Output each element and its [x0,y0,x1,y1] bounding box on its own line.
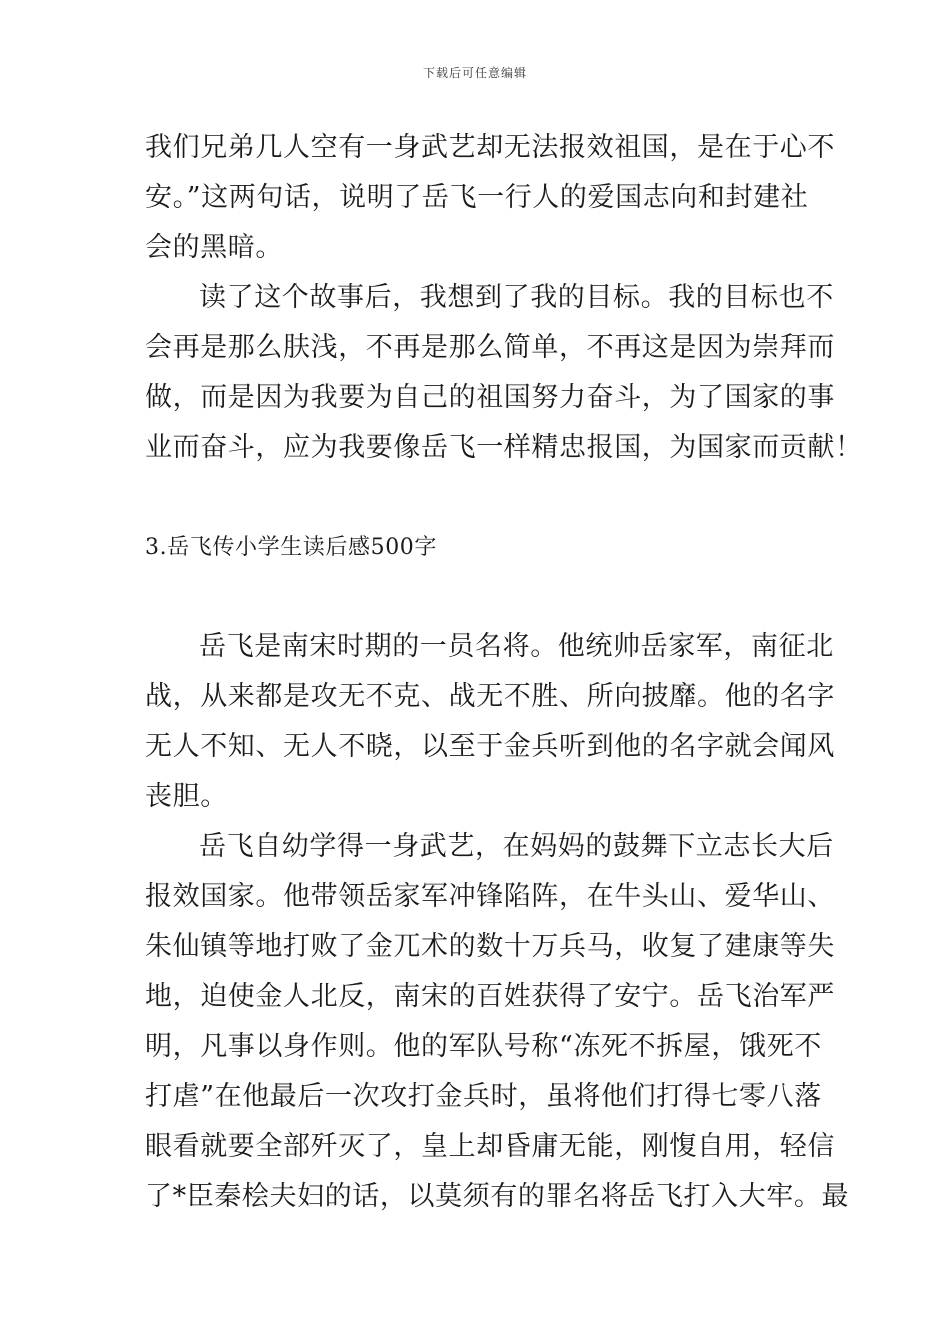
text-line: 读了这个故事后，我想到了我的目标。我的目标也不 [199,282,834,313]
text-line: 打虐”在他最后一次攻打金兵时，虽将他们打得七零八落 [145,1081,822,1112]
text-line: 会再是那么肤浅，不再是那么简单，不再这是因为崇拜而 [145,332,835,363]
text-line: 朱仙镇等地打败了金兀术的数十万兵马，收复了建康等失 [145,931,835,962]
text-line: 丧胆。 [145,781,228,812]
text-line: 岳飞自幼学得一身武艺，在妈妈的鼓舞下立志长大后 [199,831,834,862]
text-line: 明，凡事以身作则。他的军队号称“冻死不拆屋，饿死不 [145,1031,822,1062]
page-header: 下载后可任意编辑 [422,66,527,80]
text-line: 了*臣秦桧夫妇的话，以莫须有的罪名将岳飞打入大牢。最 [145,1181,850,1212]
text-line: 安。”这两句话，说明了岳飞一行人的爱国志向和封建社 [145,182,809,213]
text-line: 做，而是因为我要为自己的祖国努力奋斗，为了国家的事 [145,382,835,413]
text-line: 战，从来都是攻无不克、战无不胜、所向披靡。他的名字 [145,681,835,712]
paragraph-1 [145,123,835,273]
text-line: 眼看就要全部歼灭了，皇上却昏庸无能，刚愎自用，轻信 [145,1131,835,1162]
paragraph-2 [145,273,863,473]
section-heading-block [145,523,810,573]
section-heading: 3.岳飞传小学生读后感500字 [145,535,437,560]
paragraph-4 [145,822,850,1222]
text-line: 地，迫使金人北反，南宋的百姓获得了安宁。岳飞治军严 [145,981,835,1012]
text-line: 会的黑暗。 [145,232,283,263]
paragraph-3 [145,622,835,822]
text-line: 报效国家。他带领岳家军冲锋陷阵，在牛头山、爱华山、 [145,881,835,912]
text-line: 我们兄弟几人空有一身武艺却无法报效祖国，是在于心不 [145,132,835,163]
text-line: 无人不知、无人不晓，以至于金兵听到他的名字就会闻风 [145,731,835,762]
text-line: 岳飞是南宋时期的一员名将。他统帅岳家军，南征北 [199,631,834,662]
text-line: 业而奋斗，应为我要像岳飞一样精忠报国，为国家而贡献！ [145,432,863,463]
